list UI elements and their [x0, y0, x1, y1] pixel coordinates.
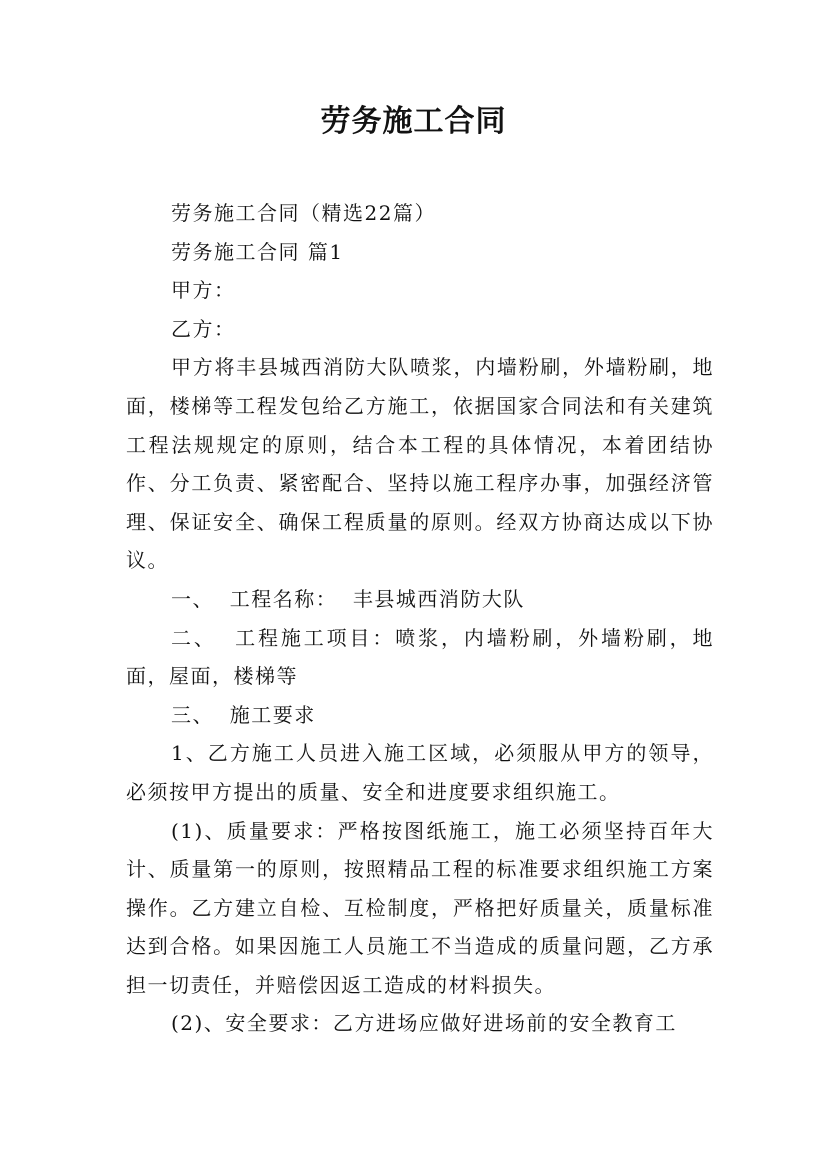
paragraph-heading-selection: 劳务施工合同（精选22篇） [171, 201, 436, 225]
paragraph-project-items: 二、 工程施工项目：喷浆，内墙粉刷，外墙粉刷，地面，屋面，楼梯等 [126, 625, 714, 689]
document-body [126, 194, 714, 1043]
paragraph-quality-requirement: (1)、质量要求：严格按图纸施工，施工必须坚持百年大计、质量第一的原则，按照精品工程的标准要求组织施工方案操作。乙方建立自检、互检制度，严格把好质量关，质量标准达到合格。如果因施工人员施工不当造成的质量问题，乙方承担一切责任，并赔偿因返工造成的材料损失。 [126, 818, 714, 997]
paragraph-heading-article-1: 劳务施工合同 篇1 [171, 239, 344, 264]
paragraph-party-a: 甲方： [171, 278, 236, 303]
paragraph-requirements-heading: 三、 施工要求 [171, 702, 316, 727]
paragraph-party-b: 乙方： [171, 316, 236, 341]
paragraph-requirement-1: 1、乙方施工人员进入施工区域，必须服从甲方的领导，必须按甲方提出的质量、安全和进度要求组织施工。 [126, 741, 714, 804]
document-title: 劳务施工合同 [320, 104, 507, 139]
paragraph-project-name: 一、 工程名称： 丰县城西消防大队 [171, 586, 525, 611]
paragraph-intro: 甲方将丰县城西消防大队喷浆，内墙粉刷，外墙粉刷，地面，楼梯等工程发包给乙方施工，依据国家合同法和有关建筑工程法规规定的原则，结合本工程的具体情况，本着团结协作、分工负责、紧密配合、坚持以施工程序办事，加强经济管理、保证安全、确保工程质量的原则。经双方协商达成以下协议。 [126, 355, 714, 573]
paragraph-safety-requirement: (2)、安全要求：乙方进场应做好进场前的安全教育工 [171, 1011, 677, 1036]
